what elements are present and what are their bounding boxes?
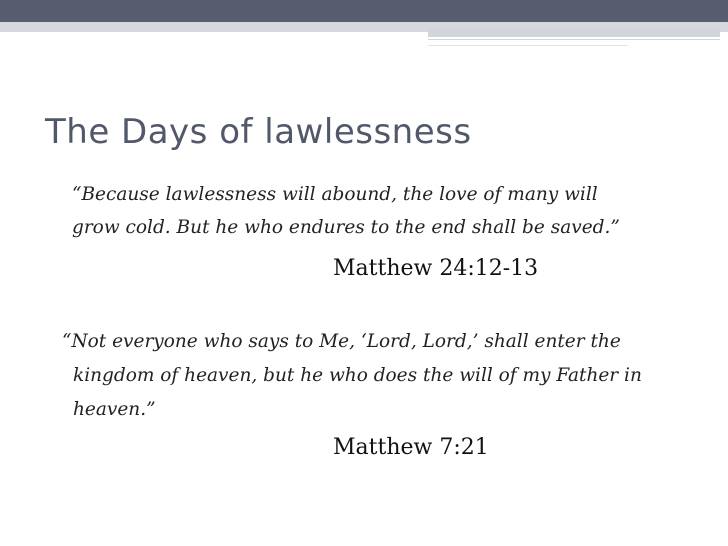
quote-line: “Because lawlessness will abound, the love of many will [72,184,598,205]
scripture-reference: Matthew 24:12-13 [333,256,539,281]
slide-title: The Days of lawlessness [45,112,472,152]
quote-line: “Not everyone who says to Me, ‘Lord, Lord,’ shall enter the [62,331,621,352]
scripture-quote [62,325,712,427]
scripture-reference: Matthew 7:21 [333,435,489,460]
quote-line: heaven.” [73,399,156,420]
top-banner-dark [0,0,728,22]
quote-line: kingdom of heaven, but he who does the will of my Father in [73,365,642,386]
quote-line: grow cold. But he who endures to the end shall be saved.” [72,217,620,238]
top-banner-rule [428,39,720,40]
top-banner-tab [428,28,720,39]
top-banner-rule [428,45,628,46]
scripture-quote [72,178,692,244]
